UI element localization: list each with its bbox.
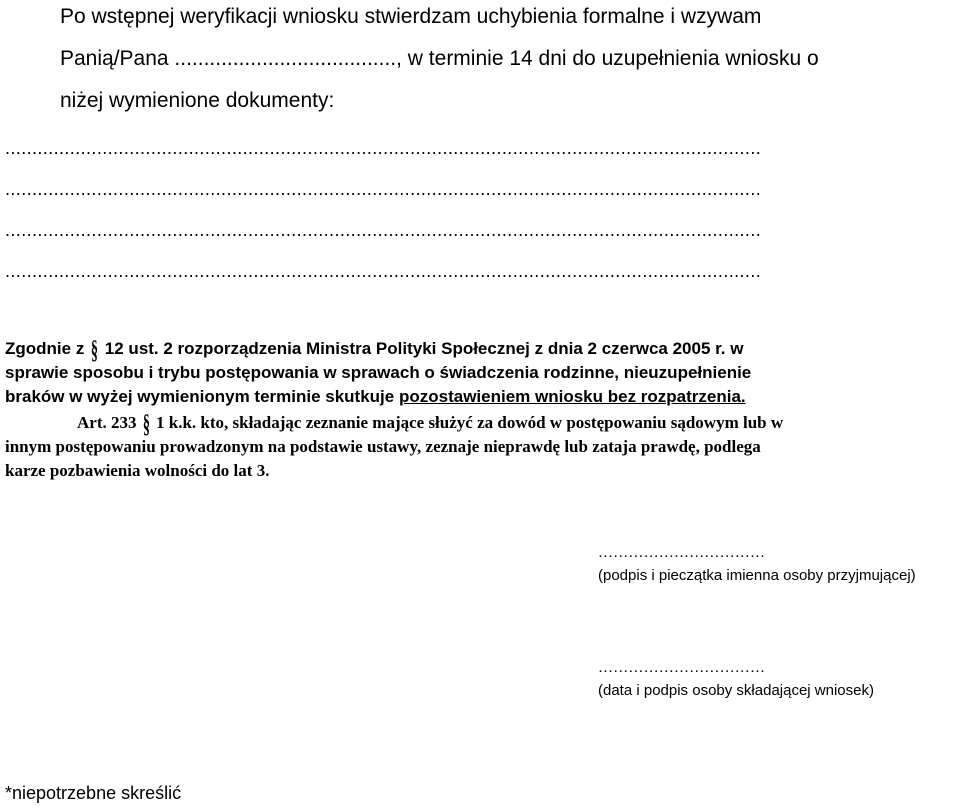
signature-1-caption: (podpis i pieczątka imienna osoby przyjmującej) xyxy=(598,567,916,584)
signature-2-caption: (data i podpis osoby składającej wniosek) xyxy=(598,682,874,699)
regulation-text-plain: braków w wyżej wymienionym terminie skutkuje xyxy=(5,387,395,406)
section-sign-icon: § xyxy=(90,335,99,364)
fill-line-3: ............................................................................................................................................ xyxy=(5,220,762,240)
fill-line-4: ............................................................................................................................................ xyxy=(5,261,762,281)
regulation-line-3 xyxy=(5,387,955,407)
fill-line-1: ............................................................................................................................................ xyxy=(5,138,762,158)
intro-line-2: Panią/Pana ......................................, w terminie 14 dni do uzupełnienia wniosku o xyxy=(60,47,819,70)
regulation-text-a: Zgodnie z xyxy=(5,339,85,358)
intro-line-1: Po wstępnej weryfikacji wniosku stwierdzam uchybienia formalne i wzywam xyxy=(60,5,762,28)
section-sign-icon: § xyxy=(142,409,150,438)
penal-text-b: 1 k.k. kto, składając zeznanie mające służyć za dowód w postępowaniu sądowym lub w xyxy=(155,413,784,432)
regulation-line-1 xyxy=(5,335,955,364)
penal-line-3: karze pozbawienia wolności do lat 3. xyxy=(5,461,270,480)
regulation-text-underlined: pozostawieniem wniosku bez rozpatrzenia. xyxy=(398,387,746,406)
regulation-text-b: 12 ust. 2 rozporządzenia Ministra Polityki Społecznej z dnia 2 czerwca 2005 r. w xyxy=(104,339,744,358)
fill-line-2: ............................................................................................................................................ xyxy=(5,179,762,199)
penal-line-1 xyxy=(5,409,955,438)
penal-text-a: Art. 233 xyxy=(77,413,137,432)
footnote: *niepotrzebne skreślić xyxy=(5,783,182,803)
regulation-line-2: sprawie sposobu i trybu postępowania w sprawach o świadczenia rodzinne, nieuzupełnienie xyxy=(5,363,752,382)
intro-line-3: niżej wymienione dokumenty: xyxy=(60,89,335,112)
penal-line-2: innym postępowaniu prowadzonym na podstawie ustawy, zeznaje nieprawdę lub zataja prawdę, podlega xyxy=(5,437,761,456)
signature-1-dots: …………………………… xyxy=(598,545,766,561)
signature-2-dots: …………………………… xyxy=(598,660,766,676)
